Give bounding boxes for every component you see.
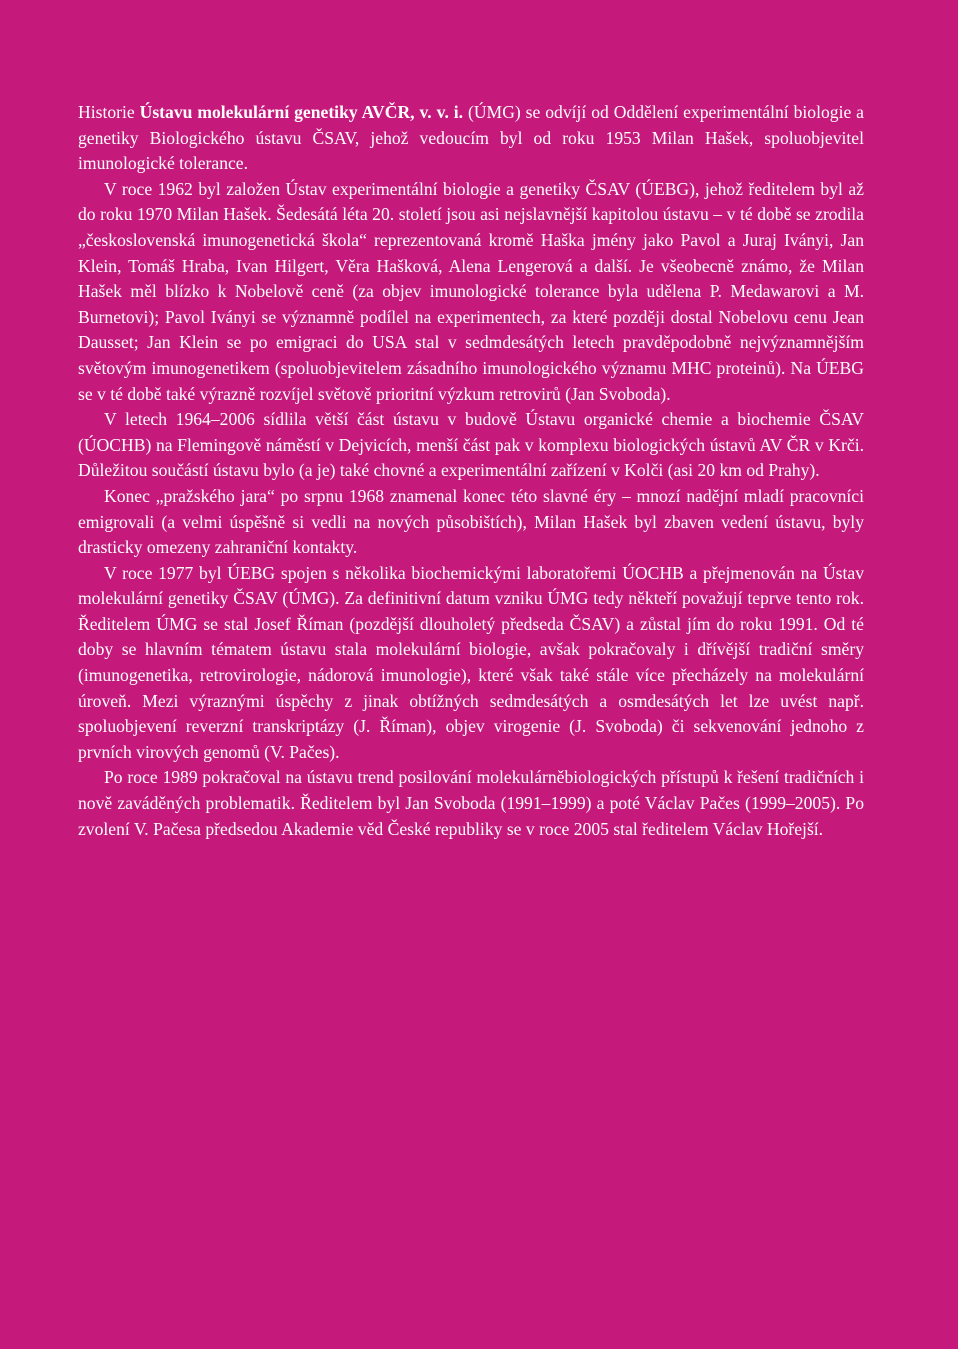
history-text-block xyxy=(78,100,864,842)
institute-name-bold: Ústavu molekulární genetiky AVČR, v. v. i. xyxy=(139,102,464,122)
paragraph-intro xyxy=(78,100,864,177)
paragraph-locations: V letech 1964–2006 sídlila větší část ústavu v budově Ústavu organické chemie a biochemie ČSAV (ÚOCHB) na Flemingově náměstí v Dejvicích, menší část pak v komplexu biologických ústavů AV ČR v Krči. Důležitou součástí ústavu bylo (a je) také chovné a experimentální zařízení v Kolči (asi 20 km od Prahy). xyxy=(78,409,864,481)
paragraph-ueb-founding: V roce 1962 byl založen Ústav experimentální biologie a genetiky ČSAV (ÚEBG), jehož ředitelem byl až do roku 1970 Milan Hašek. Šedesátá léta 20. století jsou asi nejslavnější kapitolou ústavu – v té době se zrodila „československá imunogenetická škola“ reprezentovaná kromě Haška jmény jako Pavol a Juraj Iványi, Jan Klein, Tomáš Hraba, Ivan Hilgert, Věra Hašková, Alena Lengerová a další. Je všeobecně známo, že Milan Hašek měl blízko k Nobelově ceně (za objev imunologické tolerance byla udělena P. Medawarovi a M. Burnetovi); Pavol Iványi se významně podílel na experimentech, za které později dostal Nobelovu cenu Jean Dausset; Jan Klein se po emigraci do USA stal v sedmdesátých letech pravděpodobně nejvýznamnějším světovým imunogenetikem (spoluobjevitelem zásadního imunologického významu MHC proteinů). Na ÚEBG se v té době také výrazně rozvíjel světově prioritní výzkum retrovirů (Jan Svoboda). xyxy=(78,178,864,404)
intro-rest-text: (ÚMG) se odvíjí od Oddělení experimentální biologie a genetiky Biologického ústavu ČSAV, jehož vedoucím byl od roku 1953 Milan Hašek, spoluobjevitel imunologické tolerance. xyxy=(78,102,864,174)
intro-lead-text: Historie xyxy=(78,102,140,122)
paragraph-after-1989: Po roce 1989 pokračoval na ústavu trend posilování molekulárněbiologických přístupů k řešení tradičních i nově zaváděných problematik. Ředitelem byl Jan Svoboda (1991–1999) a poté Václav Pačes (1999–2005). Po zvolení V. Pačesa předsedou Akademie věd České republiky se v roce 2005 stal ředitelem Václav Hořejší. xyxy=(78,767,864,839)
paragraph-umg-1977: V roce 1977 byl ÚEBG spojen s několika biochemickými laboratořemi ÚOCHB a přejmenován na Ústav molekulární genetiky ČSAV (ÚMG). Za definitivní datum vzniku ÚMG tedy někteří považují teprve tento rok. Ředitelem ÚMG se stal Josef Říman (pozdější dlouholetý předseda ČSAV) a zůstal jím do roku 1991. Od té doby se hlavním tématem ústavu stala molekulární biologie, avšak pokračovaly i dřívější tradiční směry (imunogenetika, retrovirologie, nádorová imunologie), které však také stále více přecházely na molekulární úroveň. Mezi výraznými úspěchy z jinak obtížných sedmdesátých a osmdesátých let lze uvést např. spoluobjevení reverzní transkriptázy (J. Říman), objev virogenie (J. Svoboda) či sekvenování jednoho z prvních virových genomů (V. Pačes). xyxy=(78,562,864,762)
paragraph-prague-spring: Konec „pražského jara“ po srpnu 1968 znamenal konec této slavné éry – mnozí nadějní mladí pracovníci emigrovali (a velmi úspěšně si vedli na nových působištích), Milan Hašek byl zbaven vedení ústavu, byly drasticky omezeny zahraniční kontakty. xyxy=(78,485,864,558)
